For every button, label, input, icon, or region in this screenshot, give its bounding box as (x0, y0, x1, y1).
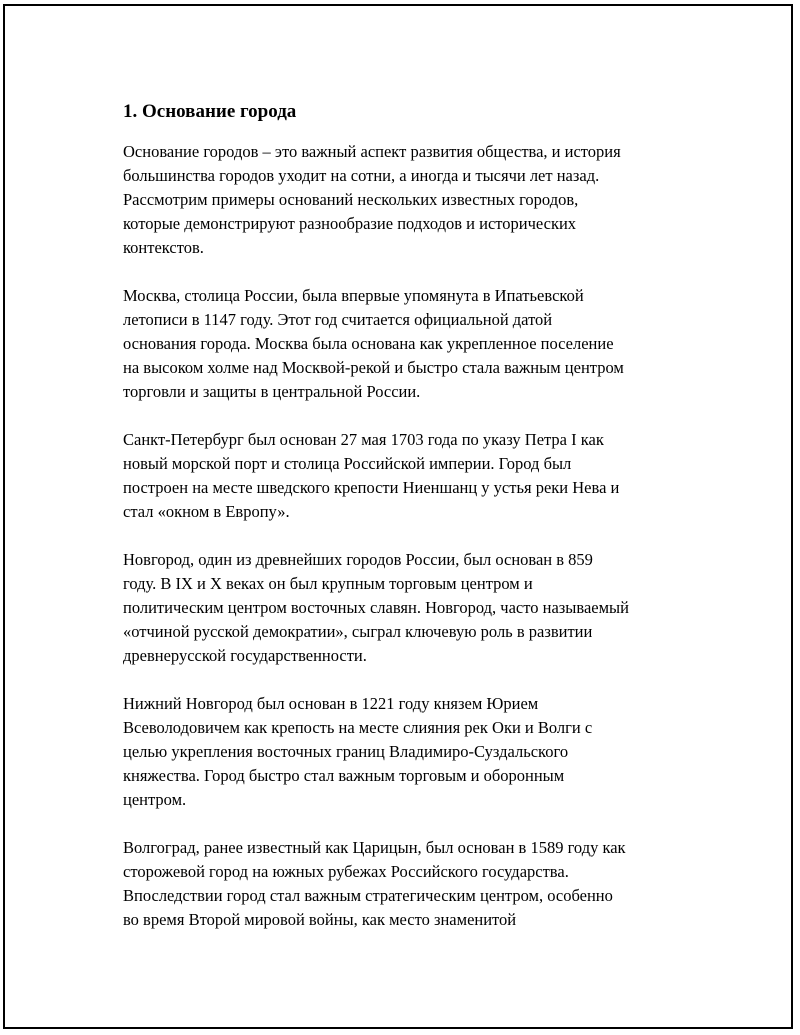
text-line: построен на месте шведского крепости Ниеншанц у устья реки Нева и (123, 478, 620, 497)
paragraph-nizhny-novgorod (123, 692, 703, 812)
paragraph-volgograd (123, 836, 703, 932)
text-line: Новгород, один из древнейших городов России, был основан в 859 (123, 550, 593, 569)
text-line: году. В IX и X веках он был крупным торговым центром и (123, 574, 533, 593)
text-line: стал «окном в Европу». (123, 502, 290, 521)
text-line: на высоком холме над Москвой-рекой и быстро стала важным центром (123, 358, 624, 377)
text-line: Волгоград, ранее известный как Царицын, был основан в 1589 году как (123, 838, 626, 857)
text-line: центром. (123, 790, 187, 809)
text-line: которые демонстрируют разнообразие подходов и исторических (123, 214, 577, 233)
text-line: торговли и защиты в центральной России. (123, 382, 421, 401)
text-line: контекстов. (123, 238, 204, 257)
text-line: во время Второй мировой войны, как место знаменитой (123, 910, 517, 929)
text-line: большинства городов уходит на сотни, а иногда и тысячи лет назад. (123, 166, 600, 185)
paragraph-intro (123, 140, 703, 260)
text-line: целью укрепления восточных границ Владимиро-Суздальского (123, 742, 569, 761)
section-heading: 1. Основание города (123, 101, 297, 122)
document-body (123, 100, 703, 956)
text-line: «отчиной русской демократии», сыграл ключевую роль в развитии (123, 622, 593, 641)
text-line: Москва, столица России, была впервые упомянута в Ипатьевской (123, 286, 584, 305)
text-line: Санкт-Петербург был основан 27 мая 1703 года по указу Петра I как (123, 430, 604, 449)
text-line: древнерусской государственности. (123, 646, 367, 665)
text-line: Всеволодовичем как крепость на месте слияния рек Оки и Волги с (123, 718, 593, 737)
text-line: политическим центром восточных славян. Новгород, часто называемый (123, 598, 629, 617)
text-line: летописи в 1147 году. Этот год считается официальной датой (123, 310, 553, 329)
document-page (3, 4, 793, 1029)
text-line: княжества. Город быстро стал важным торговым и оборонным (123, 766, 565, 785)
paragraph-novgorod (123, 548, 703, 668)
text-line: Рассмотрим примеры оснований нескольких известных городов, (123, 190, 579, 209)
text-line: основания города. Москва была основана как укрепленное поселение (123, 334, 614, 353)
text-line: Основание городов – это важный аспект развития общества, и история (123, 142, 621, 161)
text-line: новый морской порт и столица Российской империи. Город был (123, 454, 572, 473)
paragraph-saint-petersburg (123, 428, 703, 524)
text-line: сторожевой город на южных рубежах Российского государства. (123, 862, 569, 881)
text-line: Впоследствии город стал важным стратегическим центром, особенно (123, 886, 613, 905)
text-line: Нижний Новгород был основан в 1221 году князем Юрием (123, 694, 539, 713)
paragraph-moscow (123, 284, 703, 404)
